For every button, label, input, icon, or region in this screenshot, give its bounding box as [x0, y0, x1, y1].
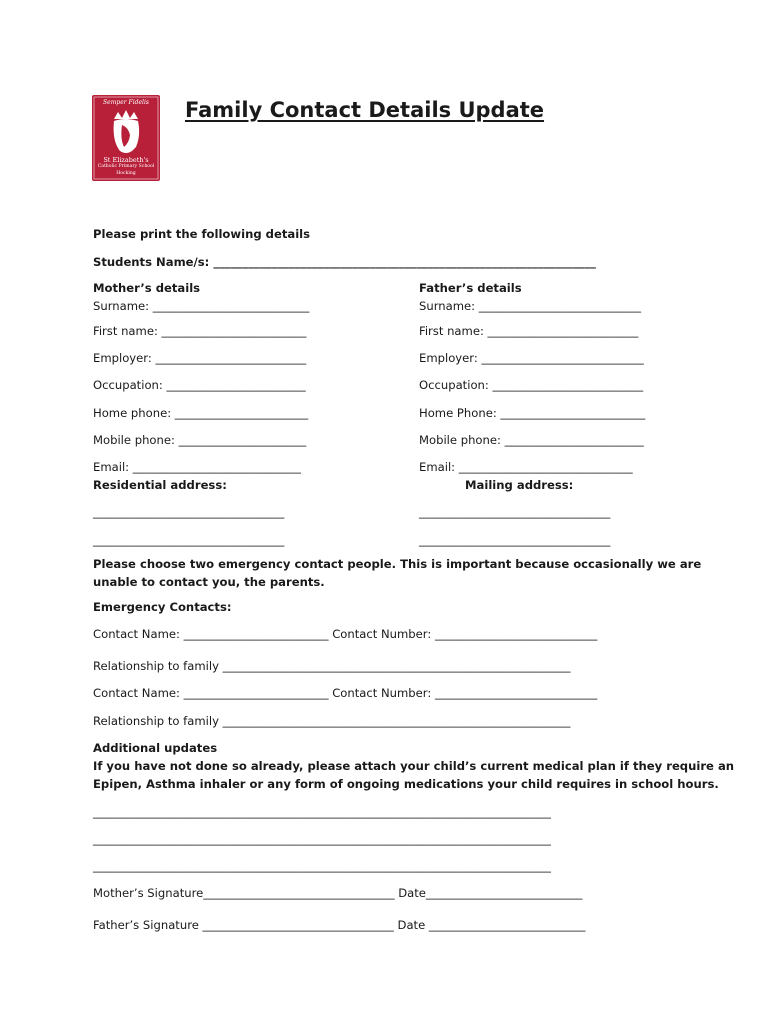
instruction-text: Please print the following details: [93, 227, 311, 241]
contact-1-relationship-field[interactable]: Relationship to family ____________________________________________________________: [93, 659, 571, 673]
contact-1-name-number-field[interactable]: Contact Name: _________________________ Contact Number: ____________________________: [93, 627, 598, 641]
logo-school-location: Hocking: [116, 171, 136, 176]
mother-email-field[interactable]: Email: _____________________________: [93, 460, 301, 474]
father-occupation-field[interactable]: Occupation: __________________________: [419, 378, 644, 392]
contact-2-relationship-field[interactable]: Relationship to family ____________________________________________________________: [93, 714, 571, 728]
mother-occupation-field[interactable]: Occupation: ________________________: [93, 378, 306, 392]
mother-details-heading: Mother’s details: [93, 281, 201, 295]
page-title: Family Contact Details Update: [185, 98, 545, 122]
mother-signature-field[interactable]: Mother’s Signature_________________________________ Date___________________________: [93, 886, 583, 900]
mother-first-name-field[interactable]: First name: _________________________: [93, 324, 307, 338]
mother-home-phone-field[interactable]: Home phone: _______________________: [93, 406, 309, 420]
father-email-field[interactable]: Email: ______________________________: [419, 460, 633, 474]
mailing-address-label: Mailing address:: [465, 478, 574, 492]
contact-2-name-number-field[interactable]: Contact Name: _________________________ Contact Number: ____________________________: [93, 686, 598, 700]
logo-school-type: Catholic Primary School: [97, 164, 155, 169]
mother-surname-field[interactable]: Surname: ___________________________: [93, 299, 310, 313]
logo-school-name: St Elizabeth's: [103, 156, 149, 164]
mother-mobile-phone-field[interactable]: Mobile phone: ______________________: [93, 433, 307, 447]
additional-updates-heading: Additional updates: [93, 741, 218, 755]
father-first-name-field[interactable]: First name: __________________________: [419, 324, 639, 338]
additional-updates-text-1: If you have not done so already, please attach your child’s current medical plan if they require an: [93, 759, 735, 773]
father-mobile-phone-field[interactable]: Mobile phone: ________________________: [419, 433, 644, 447]
emergency-intro-line-2: unable to contact you, the parents.: [93, 575, 325, 589]
mailing-address-line-2[interactable]: _________________________________: [419, 533, 611, 547]
mother-employer-field[interactable]: Employer: __________________________: [93, 351, 307, 365]
father-details-heading: Father’s details: [419, 281, 522, 295]
notes-line-2[interactable]: _______________________________________________________________________________: [93, 832, 551, 846]
father-surname-field[interactable]: Surname: ____________________________: [419, 299, 642, 313]
residential-address-label: Residential address:: [93, 478, 227, 492]
school-logo: [92, 95, 160, 181]
logo-motto: Semper Fidelis: [103, 99, 149, 106]
notes-line-3[interactable]: _______________________________________________________________________________: [93, 859, 551, 873]
emergency-contacts-heading: Emergency Contacts:: [93, 600, 232, 614]
students-name-field[interactable]: Students Name/s: __________________________________________________________________: [93, 255, 596, 269]
father-home-phone-field[interactable]: Home Phone: _________________________: [419, 406, 646, 420]
additional-updates-text-2: Epipen, Asthma inhaler or any form of ongoing medications your child requires in school hours.: [93, 777, 719, 791]
father-employer-field[interactable]: Employer: ____________________________: [419, 351, 644, 365]
mailing-address-line-1[interactable]: _________________________________: [419, 505, 611, 519]
emergency-intro-line-1: Please choose two emergency contact people. This is important because occasionally we are: [93, 557, 702, 571]
residential-address-line-2[interactable]: _________________________________: [93, 533, 285, 547]
father-signature-field[interactable]: Father’s Signature _________________________________ Date ___________________________: [93, 918, 586, 932]
notes-line-1[interactable]: _______________________________________________________________________________: [93, 805, 551, 819]
residential-address-line-1[interactable]: _________________________________: [93, 505, 285, 519]
